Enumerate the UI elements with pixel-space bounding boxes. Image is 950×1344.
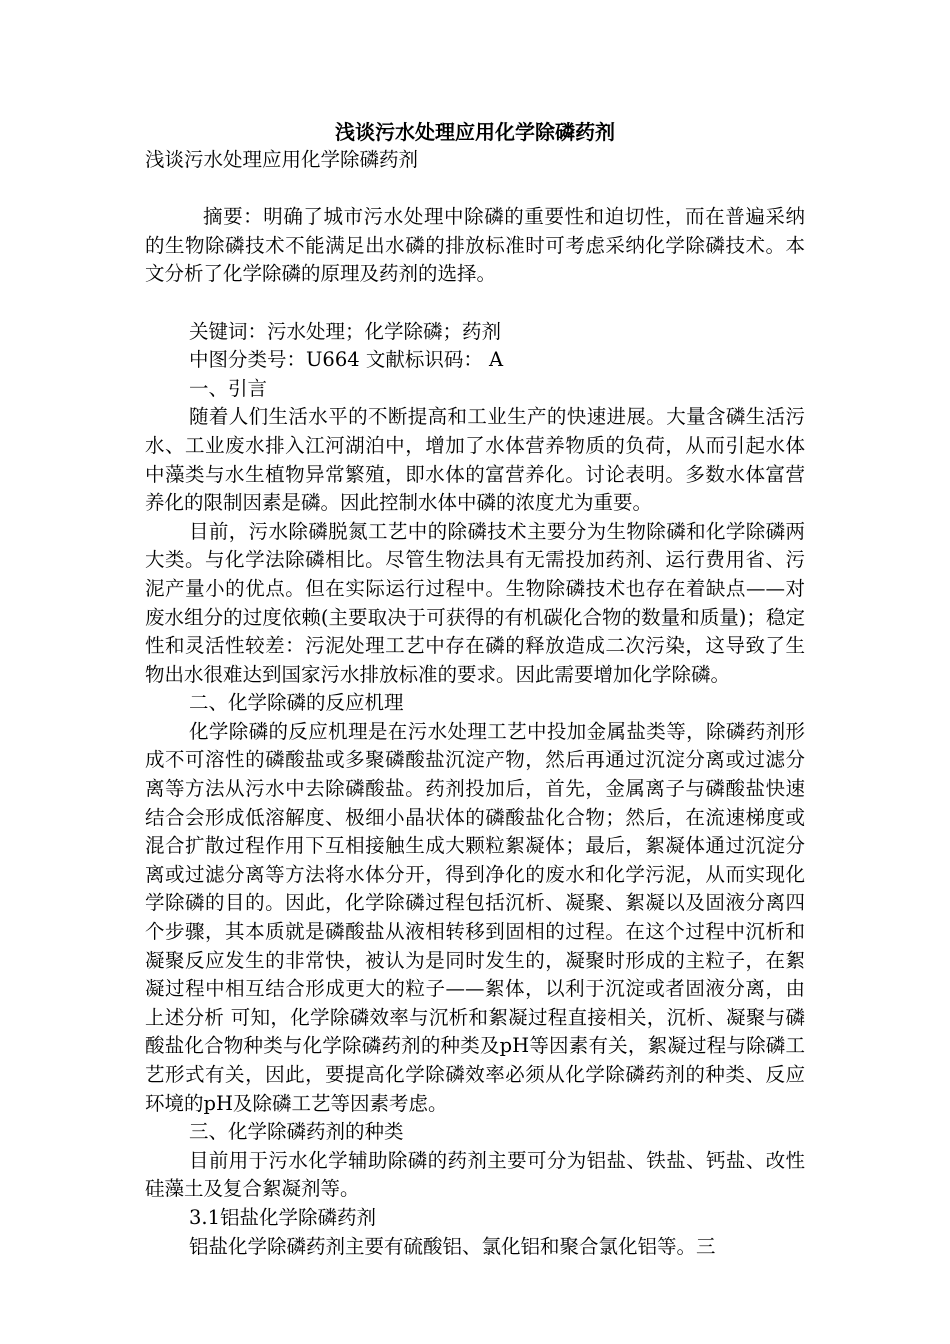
blank-line xyxy=(145,175,805,204)
body-paragraph: 铝盐化学除磷药剂主要有硫酸铝、氯化铝和聚合氯化铝等。三 xyxy=(189,1234,716,1258)
section-heading-mechanism: 二、化学除磷的反应机理 xyxy=(189,691,404,715)
abstract-paragraph: 摘要：明确了城市污水处理中除磷的重要性和迫切性，而在普遍采纳的生物除磷技术不能满足出水磷的排放标准时可考虑采纳化学除磷技术。本文分析了化学除磷的原理及药剂的选择。 xyxy=(145,205,805,286)
keywords-line: 关键词：污水处理；化学除磷；药剂 xyxy=(189,319,502,343)
section-heading-agent-types: 三、化学除磷药剂的种类 xyxy=(189,1120,404,1144)
document-page xyxy=(145,118,805,1261)
body-paragraph: 目前，污水除磷脱氮工艺中的除磷技术主要分为生物除磷和化学除磷两大类。与化学法除磷相比。尽管生物法具有无需投加药剂、运行费用省、污泥产量小的优点。但在实际运行过程中。生物除磷技术也存在着缺点——对废水组分的过度依赖(主要取决于可获得的有机碳化合物的数量和质量)；稳定性和灵活性较差：污泥处理工艺中存在磷的释放造成二次污染，这导致了生物出水很难达到国家污水排放标准的要求。因此需要增加化学除磷。 xyxy=(145,519,805,686)
classification-line: 中图分类号：U664 文献标识码： A xyxy=(189,348,504,372)
subsection-heading-aluminum: 3.1铝盐化学除磷药剂 xyxy=(189,1205,377,1229)
body-paragraph: 化学除磷的反应机理是在污水处理工艺中投加金属盐类等，除磷药剂形成不可溶性的磷酸盐或多聚磷酸盐沉淀产物，然后再通过沉淀分离或过滤分离等方法从污水中去除磷酸盐。药剂投加后，首先，金属离子与磷酸盐快速结合会形成低溶解度、极细小晶状体的磷酸盐化合物；然后，在流速梯度或混合扩散过程作用下互相接触生成大颗粒絮凝体；最后，絮凝体通过沉淀分离或过滤分离等方法将水体分开，得到净化的废水和化学污泥，从而实现化学除磷的目的。因此，化学除磷过程包括沉析、凝聚、絮凝以及固液分离四个步骤，其本质就是磷酸盐从液相转移到固相的过程。在这个过程中沉析和凝聚反应发生的非常快，被认为是同时发生的，凝聚时形成的主粒子，在絮凝过程中相互结合形成更大的粒子——絮体，以利于沉淀或者固液分离，由上述分析 可知，化学除磷效率与沉析和絮凝过程直接相关，沉析、凝聚与磷酸盐化合物种类与化学除磷药剂的种类及pH等因素有关，絮凝过程与除磷工艺形式有关，因此，要提高化学除磷效率必须从化学除磷药剂的种类、反应环境的pH及除磷工艺等因素考虑。 xyxy=(145,719,805,1115)
section-heading-introduction: 一、引言 xyxy=(189,376,268,400)
blank-line xyxy=(145,289,805,318)
body-paragraph: 目前用于污水化学辅助除磷的药剂主要可分为铝盐、铁盐、钙盐、改性硅藻土及复合絮凝剂等。 xyxy=(145,1148,805,1201)
document-subtitle: 浅谈污水处理应用化学除磷药剂 xyxy=(145,148,419,171)
document-title: 浅谈污水处理应用化学除磷药剂 xyxy=(335,120,615,144)
body-paragraph: 随着人们生活水平的不断提高和工业生产的快速进展。大量含磷生活污水、工业废水排入江河湖泊中，增加了水体营养物质的负荷，从而引起水体中藻类与水生植物异常繁殖，即水体的富营养化。讨论表明。多数水体富营养化的限制因素是磷。因此控制水体中磷的浓度尤为重要。 xyxy=(145,405,805,515)
